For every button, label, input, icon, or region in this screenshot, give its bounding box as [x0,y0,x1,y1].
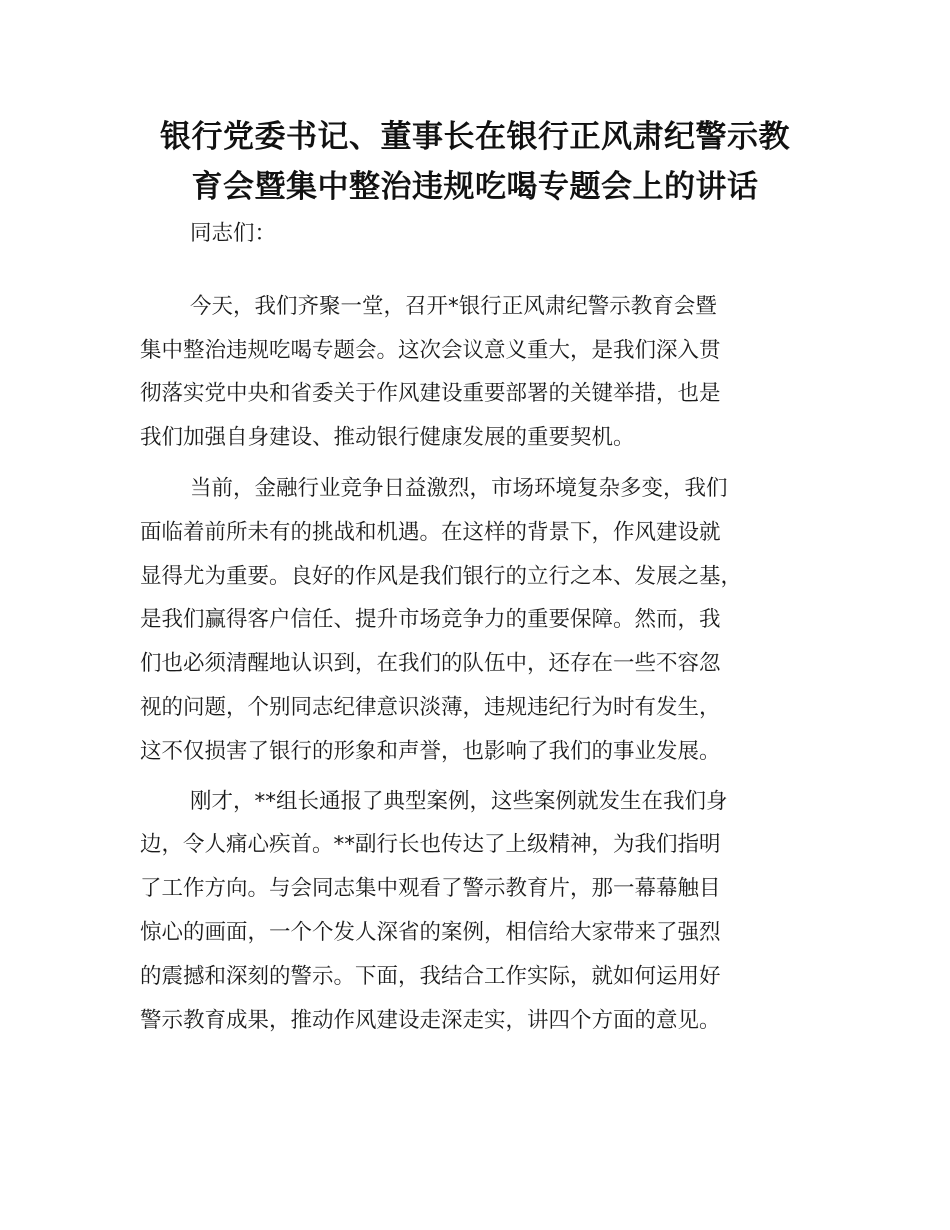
paragraph-2 [140,467,810,774]
salutation-text: 同志们： [190,221,277,246]
paragraph-line: 的震撼和深刻的警示。下面，我结合工作实际，就如何运用好 [140,963,721,989]
paragraph-1 [140,285,810,460]
paragraph-line: 我们加强自身建设、推动银行健康发展的重要契机。 [140,425,635,451]
paragraph-3 [140,780,810,1043]
document-body [140,212,810,1042]
paragraph-line: 警示教育成果，推动作风建设走深走实，讲四个方面的意见。 [140,1007,721,1033]
paragraph-line: 集中整治违规吃喝专题会。这次会议意义重大，是我们深入贯 [140,337,721,363]
salutation [140,212,810,256]
paragraph-line: 这不仅损害了银行的形象和声誉，也影响了我们的事业发展。 [140,738,721,764]
paragraph-line: 今天，我们齐聚一堂，召开*银行正风肃纪警示教育会暨 [190,293,717,319]
paragraph-line: 惊心的画面，一个个发人深省的案例，相信给大家带来了强烈 [140,919,721,945]
paragraph-line: 们也必须清醒地认识到，在我们的队伍中，还存在一些不容忽 [140,651,721,677]
paragraph-line: 当前，金融行业竞争日益激烈，市场环境复杂多变，我们 [190,475,728,501]
paragraph-line: 视的问题，个别同志纪律意识淡薄，违规违纪行为时有发生， [140,694,721,720]
paragraph-line: 显得尤为重要。良好的作风是我们银行的立行之本、发展之基， [140,563,743,589]
paragraph-line: 彻落实党中央和省委关于作风建设重要部署的关键举措，也是 [140,381,721,407]
paragraph-line: 面临着前所未有的挑战和机遇。在这样的背景下，作风建设就 [140,519,721,545]
document-title [120,112,830,212]
paragraph-line: 了工作方向。与会同志集中观看了警示教育片，那一幕幕触目 [140,876,721,902]
title-line-1: 银行党委书记、董事长在银行正风肃纪警示教 [160,119,790,155]
title-line-2: 育会暨集中整治违规吃喝专题会上的讲话 [191,169,759,205]
paragraph-line: 刚才，**组长通报了典型案例，这些案例就发生在我们身 [190,788,728,814]
paragraph-line: 是我们赢得客户信任、提升市场竞争力的重要保障。然而，我 [140,607,721,633]
paragraph-line: 边，令人痛心疾首。**副行长也传达了上级精神，为我们指明 [140,832,721,858]
